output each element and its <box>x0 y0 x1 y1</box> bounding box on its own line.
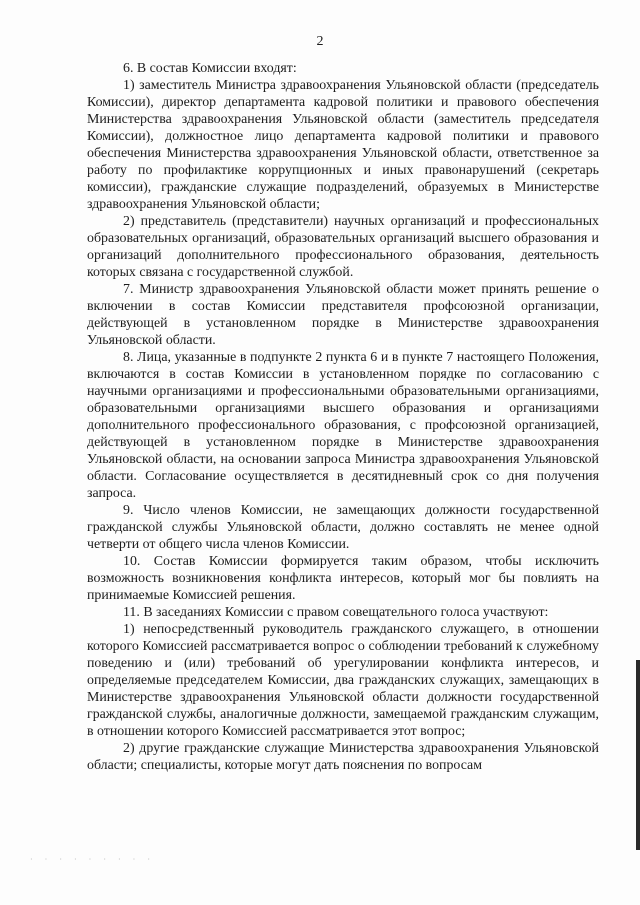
paragraph-11-1: 1) непосредственный руководитель гражданского служащего, в отношении которого Комиссией рассматривается вопрос о соблюдении требований к служебному поведению и (или) требований об урегулировании конфликта интересов, и определяемые председателем Комиссии, два гражданских служащих, замещающих в Министерстве здравоохранения Ульяновской области должности государственной гражданской службы, аналогичные должности, замещаемой гражданским служащим, в отношении которого Комиссией рассматривается этот вопрос; <box>87 622 599 739</box>
paragraph-6-1: 1) заместитель Министра здравоохранения Ульяновской области (председатель Комиссии), директор департамента кадровой политики и правового обеспечения Министерства здравоохранения Ульяновской области (заместитель председателя Комиссии), должностное лицо департамента кадровой политики и правового обеспечения Министерства здравоохранения Ульяновской области, ответственное за работу по профилактике коррупционных и иных правонарушений (секретарь комиссии), гражданские служащие подразделений, образуемых в Министерстве здравоохранения Ульяновской области; <box>87 78 599 212</box>
document-body <box>87 60 599 774</box>
page-number: 2 <box>316 34 324 49</box>
paragraph-7: 7. Министр здравоохранения Ульяновской области может принять решение о включении в состав Комиссии представителя профсоюзной организации, действующей в установленном порядке в Министерстве здравоохранения Ульяновской области. <box>87 282 599 348</box>
paragraph-6-2: 2) представитель (представители) научных организаций и профессиональных образовательных организаций, образовательных организаций высшего образования и организаций дополнительного профессионального образования, деятельность которых связана с государственной службой. <box>87 214 599 280</box>
paragraph-11-2: 2) другие гражданские служащие Министерства здравоохранения Ульяновской области; специалисты, которые могут дать пояснения по вопросам <box>87 741 599 773</box>
paragraph-9: 9. Число членов Комиссии, не замещающих должности государственной гражданской службы Ульяновской области, должно составлять не менее одной четверти от общего числа членов Комиссии. <box>87 503 599 552</box>
paragraph-10: 10. Состав Комиссии формируется таким образом, чтобы исключить возможность возникновения конфликта интересов, который мог бы повлиять на принимаемые Комиссией решения. <box>87 554 599 603</box>
paragraph-8: 8. Лица, указанные в подпункте 2 пункта 6 и в пункте 7 настоящего Положения, включаются в состав Комиссии в установленном порядке по согласованию с научными организациями и профессиональными образовательными организациями, образовательными организациями высшего образования и организациями дополнительного профессионального образования, с профсоюзной организацией, действующей в установленном порядке в Министерстве здравоохранения Ульяновской области, на основании запроса Министра здравоохранения Ульяновской области. Согласование осуществляется в десятидневный срок со дня получения запроса. <box>87 350 599 501</box>
paragraph-11: 11. В заседаниях Комиссии с правом совещательного голоса участвуют: <box>123 605 549 620</box>
paragraph-6: 6. В состав Комиссии входят: <box>123 61 297 76</box>
scan-noise: · · · · · · · · · <box>30 855 155 864</box>
scan-edge-shadow <box>636 660 640 850</box>
